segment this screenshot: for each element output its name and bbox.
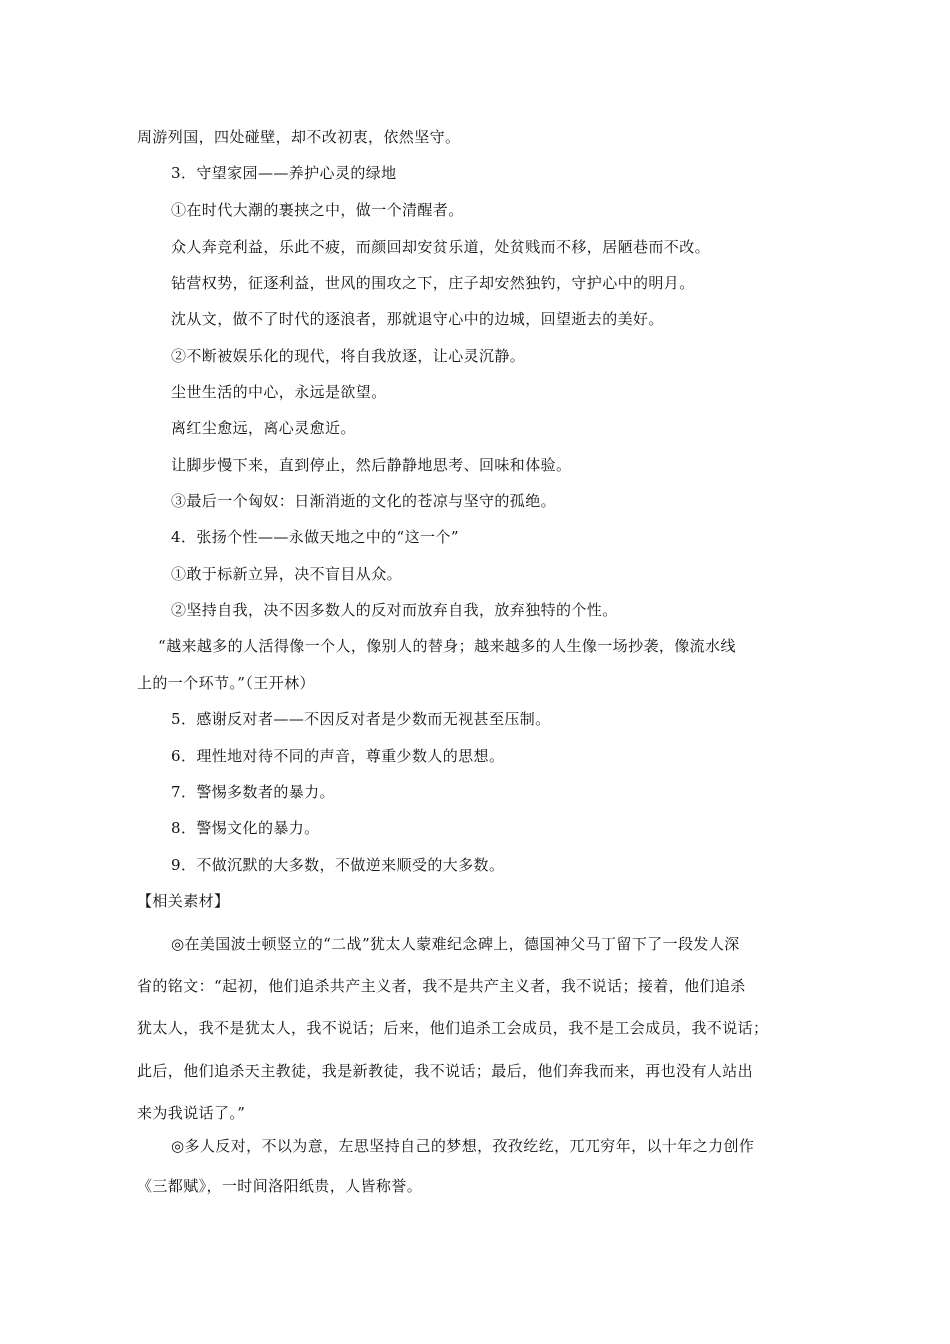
text-line: 此后，他们追杀天主教徒，我是新教徒，我不说话；最后，他们奔我而来，再也没有人站出 bbox=[137, 1062, 754, 1080]
text-line: ③最后一个匈奴：日渐消逝的文化的苍凉与坚守的孤绝。 bbox=[171, 492, 557, 510]
text-line: ②坚持自我，决不因多数人的反对而放弃自我，放弃独特的个性。 bbox=[171, 601, 618, 619]
materials-heading: 【相关素材】 bbox=[137, 892, 230, 910]
section-heading: 3．守望家园——养护心灵的绿地 bbox=[171, 164, 397, 182]
text-line: 周游列国，四处碰壁，却不改初衷，依然坚守。 bbox=[137, 128, 461, 146]
text-line: ②不断被娱乐化的现代，将自我放逐，让心灵沉静。 bbox=[171, 347, 526, 365]
section-heading: 9．不做沉默的大多数，不做逆来顺受的大多数。 bbox=[171, 856, 505, 874]
text-line: ◎多人反对，不以为意，左思坚持自己的梦想，孜孜纥纥，兀兀穷年，以十年之力创作 bbox=[171, 1137, 755, 1155]
text-line: 沈从文，做不了时代的逐浪者，那就退守心中的边城，回望逝去的美好。 bbox=[171, 310, 664, 328]
text-line: 犹太人，我不是犹太人，我不说话；后来，他们追杀工会成员，我不是工会成员，我不说话； bbox=[137, 1019, 769, 1037]
text-line: 离红尘愈远，离心灵愈近。 bbox=[171, 419, 356, 437]
text-line: 尘世生活的中心，永远是欲望。 bbox=[171, 383, 387, 401]
quote-line: “越来越多的人活得像一个人，像别人的替身；越来越多的人生像一场抄袭，像流水线 bbox=[158, 637, 736, 655]
text-line: ◎在美国波士顿竖立的“二战”犹太人蒙难纪念碑上，德国神父马丁留下了一段发人深 bbox=[171, 935, 740, 953]
section-heading: 7．警惕多数者的暴力。 bbox=[171, 783, 335, 801]
text-line: 众人奔竞利益，乐此不疲，而颜回却安贫乐道，处贫贱而不移，居陋巷而不改。 bbox=[171, 238, 711, 256]
text-line: 《三都赋》，一时间洛阳纸贵，人皆称誉。 bbox=[137, 1177, 423, 1195]
text-line: 来为我说话了。” bbox=[137, 1104, 246, 1122]
text-line: ①敢于标新立异，决不盲目从众。 bbox=[171, 565, 403, 583]
text-line: 省的铭文：“起初，他们追杀共产主义者，我不是共产主义者，我不说话；接着，他们追杀 bbox=[137, 977, 746, 995]
section-heading: 5．感谢反对者——不因反对者是少数而无视甚至压制。 bbox=[171, 710, 551, 728]
section-heading: 8．警惕文化的暴力。 bbox=[171, 819, 320, 837]
text-line: 钻营权势，征逐利益，世风的围攻之下，庄子却安然独钓，守护心中的明月。 bbox=[171, 274, 695, 292]
text-line: 让脚步慢下来，直到停止，然后静静地思考、回味和体验。 bbox=[171, 456, 572, 474]
section-heading: 6．理性地对待不同的声音，尊重少数人的思想。 bbox=[171, 747, 505, 765]
quote-line: 上的一个环节。”（王开林） bbox=[137, 674, 315, 692]
section-heading: 4．张扬个性——永做天地之中的“这一个” bbox=[171, 528, 459, 546]
text-line: ①在时代大潮的裹挟之中，做一个清醒者。 bbox=[171, 201, 464, 219]
